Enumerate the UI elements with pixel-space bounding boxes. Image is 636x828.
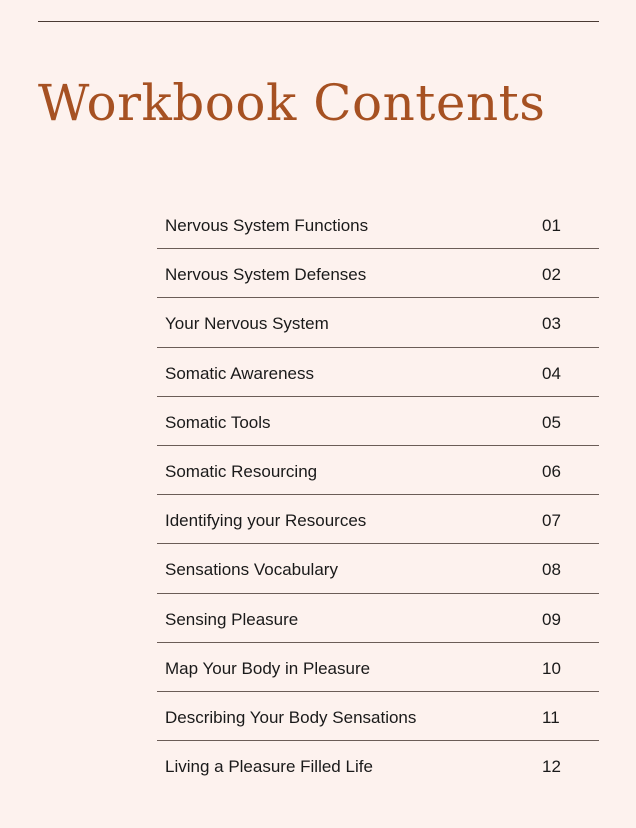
toc-entry-title: Somatic Resourcing <box>165 461 318 481</box>
page-title: Workbook Contents <box>38 74 546 132</box>
toc-entry-page-number: 08 <box>542 560 561 580</box>
toc-row[interactable] <box>157 249 599 298</box>
toc-entry-title: Nervous System Functions <box>165 216 369 235</box>
toc-entry-page-number: 03 <box>542 314 561 334</box>
toc-entry-page-number: 05 <box>542 412 561 432</box>
toc-row[interactable] <box>157 495 599 544</box>
toc-entry-title: Nervous System Defenses <box>165 265 367 285</box>
toc-row[interactable] <box>157 544 599 593</box>
toc-row[interactable] <box>157 692 599 741</box>
toc-entry-page-number: 10 <box>542 658 561 678</box>
toc-entry-page-number: 11 <box>542 707 560 727</box>
toc-row[interactable] <box>157 348 599 397</box>
toc-row[interactable] <box>157 594 599 643</box>
toc-entry-page-number: 12 <box>542 757 561 777</box>
toc-entry-page-number: 06 <box>542 461 561 481</box>
toc-entry-title: Sensing Pleasure <box>165 609 299 629</box>
toc-row[interactable] <box>157 298 599 347</box>
toc-entry-title: Describing Your Body Sensations <box>165 707 417 727</box>
toc-entry-title: Sensations Vocabulary <box>165 560 338 580</box>
toc-entry-title: Somatic Awareness <box>165 363 314 383</box>
toc-row[interactable] <box>157 200 599 249</box>
toc-entry-page-number: 09 <box>542 609 561 629</box>
toc-entry-page-number: 04 <box>542 363 561 383</box>
top-divider <box>38 21 599 22</box>
toc-row[interactable] <box>157 741 599 790</box>
toc-entry-title: Identifying your Resources <box>165 511 367 531</box>
toc-entry-title: Somatic Tools <box>165 412 271 432</box>
toc-row[interactable] <box>157 643 599 692</box>
table-of-contents <box>157 200 599 790</box>
toc-entry-title: Map Your Body in Pleasure <box>165 658 371 678</box>
toc-row[interactable] <box>157 446 599 495</box>
toc-entry-title: Your Nervous System <box>165 314 329 334</box>
toc-entry-page-number: 01 <box>542 216 561 235</box>
toc-entry-page-number: 07 <box>542 511 561 531</box>
toc-entry-title: Living a Pleasure Filled Life <box>165 757 373 777</box>
toc-entry-page-number: 02 <box>542 265 561 285</box>
toc-row[interactable] <box>157 397 599 446</box>
